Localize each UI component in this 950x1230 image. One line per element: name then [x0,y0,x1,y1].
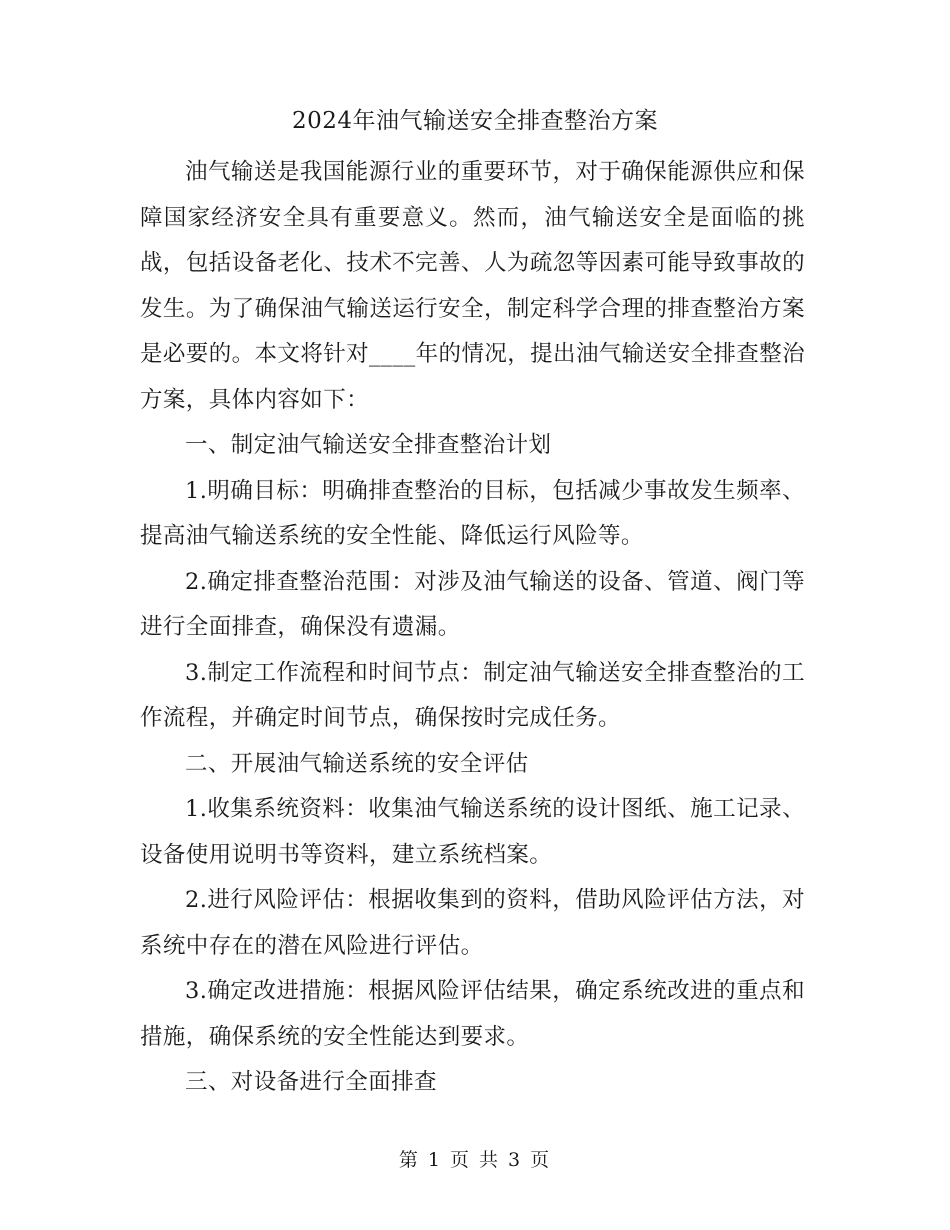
section-heading-3: 三、对设备进行全面排查 [185,1069,437,1095]
section-1-item-2: 2.确定排查整治范围：对涉及油气输送的设备、管道、阀门等进行全面排查，确保没有遗漏。 [140,568,805,640]
section-2-item-1: 1.收集系统资料：收集油气输送系统的设计图纸、施工记录、设备使用说明书等资料，建立系统档案。 [140,796,805,868]
document-body [140,150,805,1106]
page-number-footer: 第 1 页 共 3 页 [398,1149,552,1171]
section-1-item-1: 1.明确目标：明确排查整治的目标，包括减少事故发生频率、提高油气输送系统的安全性能、降低运行风险等。 [140,477,805,549]
section-heading-2: 二、开展油气输送系统的安全评估 [185,750,529,777]
intro-paragraph: 油气输送是我国能源行业的重要环节，对于确保能源供应和保障国家经济安全具有重要意义。然而，油气输送安全是面临的挑战，包括设备老化、技术不完善、人为疏忽等因素可能导致事故的发生。为了确保油气输送运行安全，制定科学合理的排查整治方案是必要的。本文将针对____年的情况，提出油气输送安全排查整治方案，具体内容如下： [140,159,805,413]
section-1-item-3: 3.制定工作流程和时间节点：制定油气输送安全排查整治的工作流程，并确定时间节点，确保按时完成任务。 [140,659,805,731]
document-title: 2024年油气输送安全排查整治方案 [291,108,659,134]
section-2-item-2: 2.进行风险评估：根据收集到的资料，借助风险评估方法，对系统中存在的潜在风险进行评估。 [140,887,805,959]
section-heading-1: 一、制定油气输送安全排查整治计划 [185,432,552,458]
section-2-item-3: 3.确定改进措施：根据风险评估结果，确定系统改进的重点和措施，确保系统的安全性能达到要求。 [140,978,805,1050]
